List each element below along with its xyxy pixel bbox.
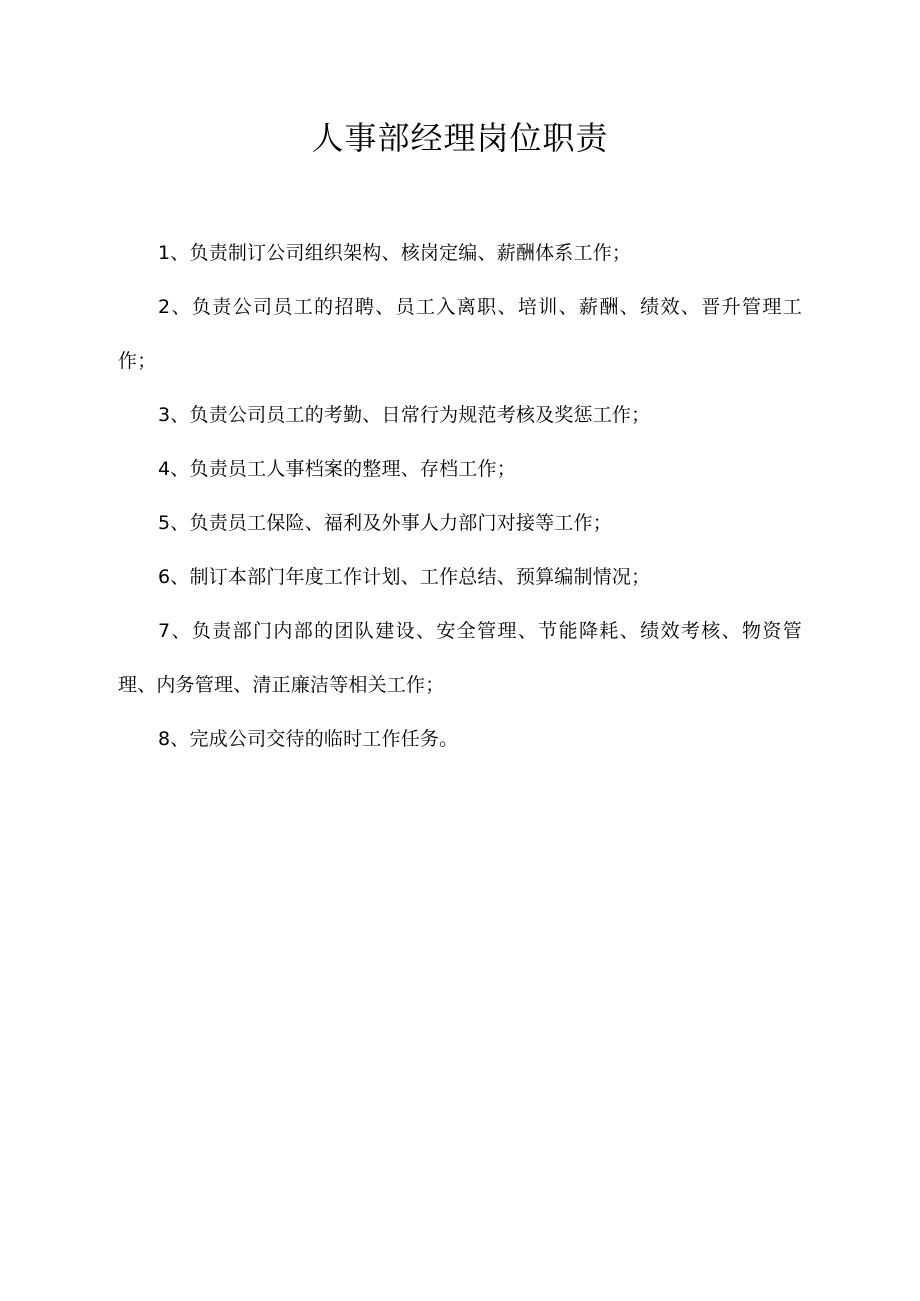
duty-item-1: 1、负责制订公司组织架构、核岗定编、薪酬体系工作； [158,242,632,264]
duty-item-4: 4、负责员工人事档案的整理、存档工作； [158,458,516,480]
duty-item-5: 5、负责员工保险、福利及外事人力部门对接等工作； [158,512,612,534]
duty-list [118,226,802,766]
document-title: 人事部经理岗位职责 [311,119,609,157]
duty-item-6: 6、制订本部门年度工作计划、工作总结、预算编制情况； [158,566,651,588]
duty-item-7: 7、负责部门内部的团队建设、安全管理、节能降耗、绩效考核、物资管理、内务管理、清正廉洁等相关工作； [118,620,802,696]
duty-item-2: 2、负责公司员工的招聘、员工入离职、培训、薪酬、绩效、晋升管理工作； [118,296,802,372]
duty-item-3: 3、负责公司员工的考勤、日常行为规范考核及奖惩工作； [158,404,651,426]
duty-item-8: 8、完成公司交待的临时工作任务。 [158,728,459,750]
